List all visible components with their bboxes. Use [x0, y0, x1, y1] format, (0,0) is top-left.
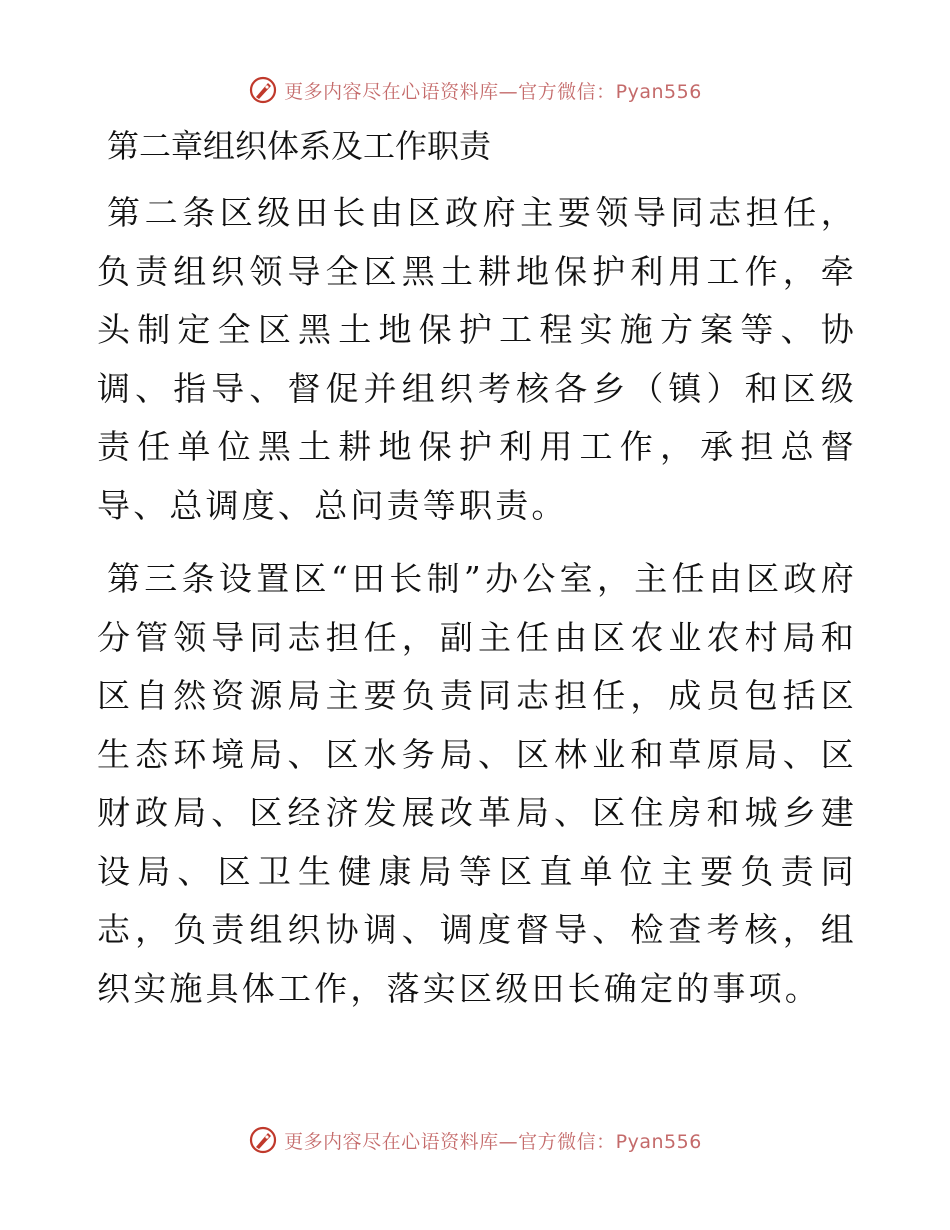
banner-text[interactable]: 更多内容尽在心语资料库—官方微信：Pyan556 [284, 80, 702, 103]
document-body [97, 122, 857, 1033]
article-3-paragraph: 第三条设置区“田长制”办公室，主任由区政府分管领导同志担任，副主任由区农业农村局和区自然资源局主要负责同志担任，成员包括区生态环境局、区水务局、区林业和草原局、区财政局、区经济发展改革局、区住房和城乡建设局、区卫生健康局等区直单位主要负责同志，负责组织协调、调度督导、检查考核，组织实施具体工作，落实区级田长确定的事项。 [97, 559, 857, 1008]
chapter-title: 第二章组织体系及工作职责 [107, 127, 492, 165]
pen-nib-logo-icon [248, 1125, 278, 1155]
banner-text[interactable]: 更多内容尽在心语资料库—官方微信：Pyan556 [284, 1130, 702, 1153]
footer-banner [0, 1120, 950, 1160]
pen-nib-logo-icon [248, 75, 278, 105]
header-banner [0, 70, 950, 110]
article-2-paragraph: 第二条区级田长由区政府主要领导同志担任，负责组织领导全区黑土耕地保护利用工作，牵头制定全区黑土地保护工程实施方案等、协调、指导、督促并组织考核各乡（镇）和区级责任单位黑土耕地保护利用工作，承担总督导、总调度、总问责等职责。 [97, 193, 857, 525]
